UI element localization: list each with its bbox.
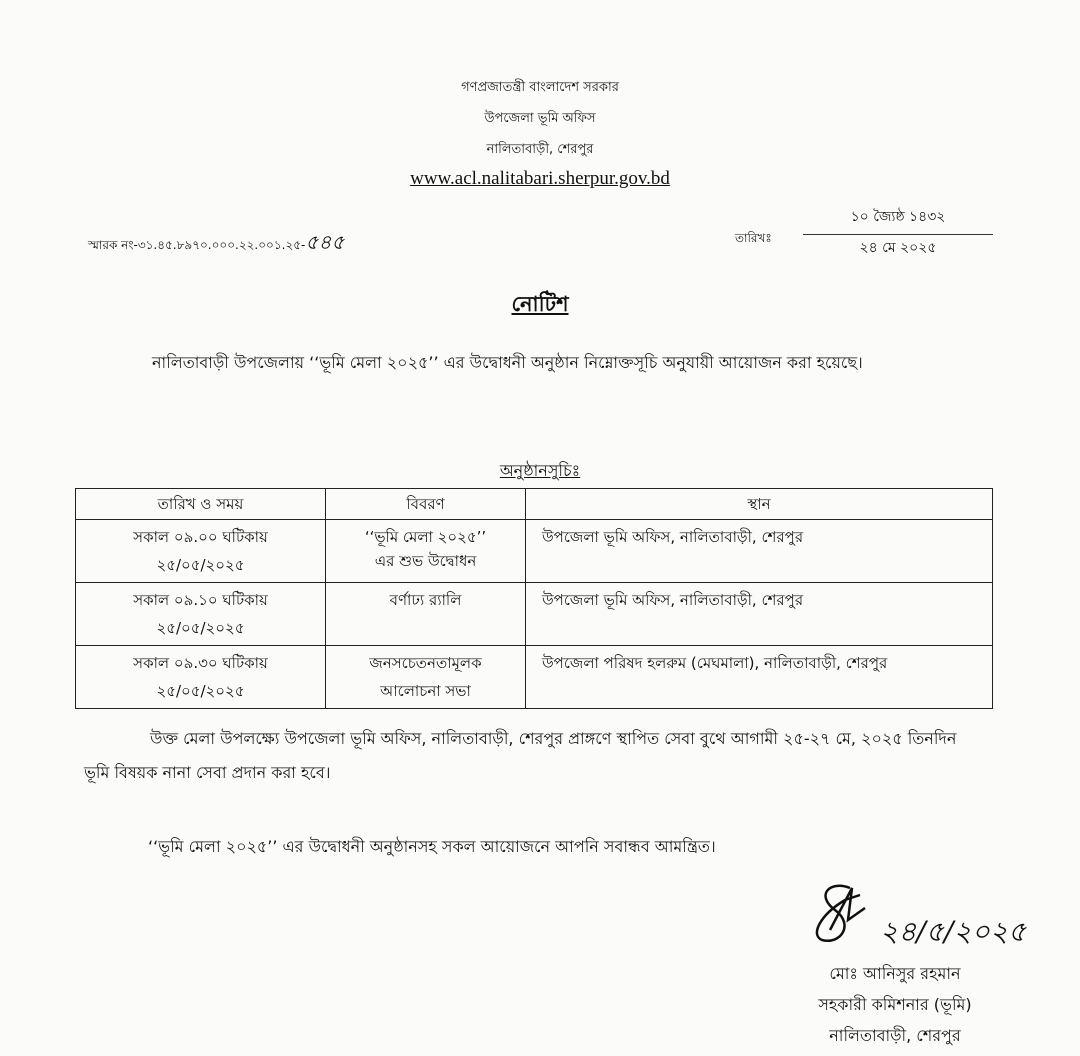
time: সকাল ০৯.৩০ ঘটিকায়: [133, 654, 268, 672]
invitation-text: ‘‘ভূমি মেলা ২০২৫’’ এর উদ্বোধনী অনুষ্ঠানসহ সকল আয়োজনে আপনি সবান্ধব আমন্ত্রিত।: [148, 837, 716, 856]
date-bengali: ১০ জ্যৈষ্ঠ ১৪৩২: [803, 205, 993, 235]
description: জনসচেতনতামূলক: [369, 654, 482, 672]
table-row: [76, 520, 993, 583]
column-header: স্থান: [526, 489, 993, 520]
description: ‘‘ভূমি মেলা ২০২৫’’: [364, 528, 487, 546]
description-cell: [326, 520, 526, 583]
schedule-table: [75, 488, 993, 709]
notice-title: নোটিশ: [511, 292, 569, 316]
date-label: তারিখঃ: [735, 231, 772, 245]
body-paragraph: উক্ত মেলা উপলক্ষ্যে উপজেলা ভূমি অফিস, নালিতাবাড়ী, শেরপুর প্রাঙ্গণে স্থাপিত সেবা বুথে আগামী ২৫-২৭ মে, ২০২৫ তিনদিন ভূমি বিষয়ক নানা সেবা প্রদান করা হবে।: [84, 729, 957, 782]
table-header-row: [76, 489, 993, 520]
description: বর্ণাঢ্য র‍্যালি: [389, 591, 462, 609]
date: ২৫/০৫/২০২৫: [156, 556, 245, 574]
memo-number: [88, 228, 344, 261]
time-cell: [76, 646, 326, 709]
signatory-designation: সহকারী কমিশনার (ভূমি): [818, 995, 972, 1014]
time-cell: [76, 583, 326, 646]
office-name: উপজেলা ভূমি অফিস: [484, 111, 596, 126]
time: সকাল ০৯.০০ ঘটিকায়: [133, 528, 268, 546]
date-gregorian: ২৪ মে ২০২৫: [859, 240, 937, 256]
date: ২৫/০৫/২০২৫: [156, 682, 245, 700]
signatory-block: [750, 958, 1040, 1051]
signatory-location: নালিতাবাড়ী, শেরপুর: [829, 1026, 961, 1045]
signatory-name: মোঃ আনিসুর রহমান: [829, 964, 961, 983]
office-location: নালিতাবাড়ী, শেরপুর: [486, 142, 594, 157]
government-name: গণপ্রজাতন্ত্রী বাংলাদেশ সরকার: [461, 80, 619, 95]
description-cell: [326, 583, 526, 646]
memo-number-text: স্মারক নং-৩১.৪৫.৮৯৭০.০০০.২২.০০১.২৫-: [88, 238, 306, 252]
memo-handwritten-number: ৫৪৫: [305, 230, 345, 254]
time: সকাল ০৯.১০ ঘটিকায়: [133, 591, 268, 609]
signature-icon: [810, 880, 870, 950]
column-header: তারিখ ও সময়: [76, 489, 326, 520]
date: ২৫/০৫/২০২৫: [156, 619, 245, 637]
description: এর শুভ উদ্বোধন: [374, 552, 477, 570]
description-cell: [326, 646, 526, 709]
column-header: বিবরণ: [326, 489, 526, 520]
place-cell: উপজেলা ভূমি অফিস, নালিতাবাড়ী, শেরপুর: [526, 583, 993, 646]
place-cell: উপজেলা ভূমি অফিস, নালিতাবাড়ী, শেরপুর: [526, 520, 993, 583]
table-row: [76, 583, 993, 646]
signature-date: ২৪/৫/২০২৫: [880, 915, 1027, 948]
place-cell: উপজেলা পরিষদ হলরুম (মেঘমালা), নালিতাবাড়ী, শেরপুর: [526, 646, 993, 709]
description: আলোচনা সভা: [380, 682, 471, 700]
table-row: [76, 646, 993, 709]
website-link[interactable]: www.acl.nalitabari.sherpur.gov.bd: [410, 168, 670, 189]
intro-paragraph: নালিতাবাড়ী উপজেলায় ‘‘ভূমি মেলা ২০২৫’’ এর উদ্বোধনী অনুষ্ঠান নিম্নোক্তসূচি অনুযায়ী আয়োজন করা হয়েছে।: [152, 353, 863, 372]
time-cell: [76, 520, 326, 583]
schedule-heading: অনুষ্ঠানসুচিঃ: [499, 461, 581, 480]
